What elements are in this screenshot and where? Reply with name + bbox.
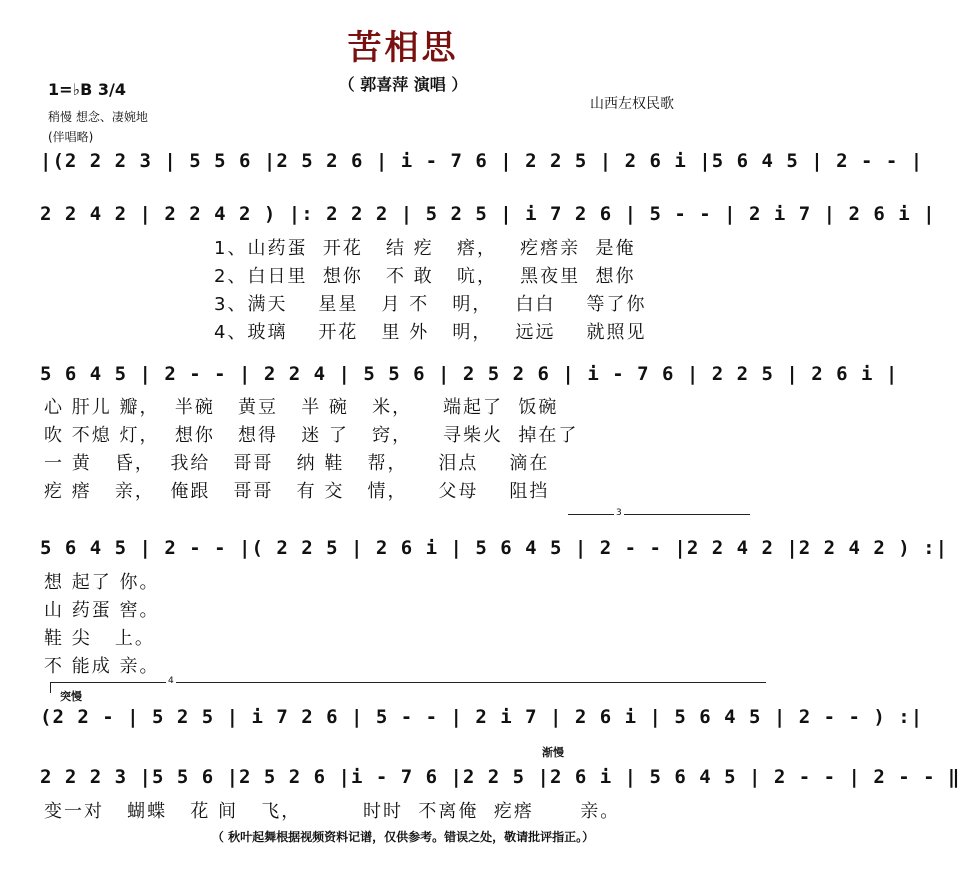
verse-2-line-a: 2、白日里 想你 不 敢 吭， 黑夜里 想你 xyxy=(214,266,636,287)
key-signature: 1=♭B 3/4 xyxy=(48,80,126,99)
final-lyric-line: 变一对 蝴蝶 花 间 飞， 时时 不离俺 疙瘩 亲。 xyxy=(44,801,621,822)
verse-1-line-b: 心 肝儿 瓣， 半碗 黄豆 半 碗 米， 端起了 饭碗 xyxy=(44,397,559,418)
verse-3-line-a: 3、满天 星星 月 不 明， 白白 等了你 xyxy=(214,294,647,315)
singer-credit: （ 郭喜萍 演唱 ） xyxy=(338,75,468,94)
song-origin: 山西左权民歌 xyxy=(590,96,674,112)
notation-row-1: |(2 2 2 3 | 5 5 6 |2 5 2 6 | i - 7 6 | 2 2 5 | 2 6 i |5 6 4 5 | 2 - - | xyxy=(40,150,924,172)
volta-bracket-4 xyxy=(50,682,766,693)
verse-1-line-a: 1、山药蛋 开花 结 疙 瘩， 疙瘩亲 是俺 xyxy=(214,238,636,259)
verse-4-line-c: 不 能成 亲。 xyxy=(44,656,160,677)
volta-bracket-3 xyxy=(568,514,750,525)
verse-4-line-b: 疙 瘩 亲， 俺跟 哥哥 有 交 情， 父母 阻挡 xyxy=(44,481,550,502)
accompaniment-note: (伴唱略) xyxy=(48,130,94,144)
verse-3-line-c: 鞋 尖 上。 xyxy=(44,628,155,649)
verse-4-line-a: 4、玻璃 开花 里 外 明， 远远 就照见 xyxy=(214,322,647,343)
notation-row-4: 5 6 4 5 | 2 - - |( 2 2 5 | 2 6 i | 5 6 4 5 | 2 - - |2 2 4 2 |2 2 4 2 ) :| xyxy=(40,537,949,559)
verse-2-line-b: 吹 不熄 灯， 想你 想得 迷 了 窍， 寻柴火 掉在了 xyxy=(44,425,579,446)
transcription-footnote: （ 秋叶起舞根据视频资料记谱，仅供参考。错误之处，敬请批评指正。） xyxy=(211,830,595,844)
verse-2-line-c: 山 药蛋 窖。 xyxy=(44,600,160,621)
volta-number-4: 4 xyxy=(168,676,174,686)
notation-row-6: 2 2 2 3 |5 5 6 |2 5 2 6 |i - 7 6 |2 2 5 |2 6 i | 5 6 4 5 | 2 - - | 2 - - ‖ xyxy=(40,766,960,788)
tempo-marking: 稍慢 想念、凄婉地 xyxy=(48,110,148,124)
sudden-slow-marking: 突慢 xyxy=(60,690,82,703)
verse-1-line-c: 想 起了 你。 xyxy=(44,572,160,593)
gradual-slow-marking: 渐慢 xyxy=(542,746,564,759)
volta-number-3: 3 xyxy=(616,508,622,518)
notation-row-3: 5 6 4 5 | 2 - - | 2 2 4 | 5 5 6 | 2 5 2 6 | i - 7 6 | 2 2 5 | 2 6 i | xyxy=(40,363,899,385)
verse-3-line-b: 一 黄 昏， 我给 哥哥 纳 鞋 帮， 泪点 滴在 xyxy=(44,453,550,474)
notation-row-2: 2 2 4 2 | 2 2 4 2 ) |: 2 2 2 | 5 2 5 | i 7 2 6 | 5 - - | 2 i 7 | 2 6 i | xyxy=(40,203,936,225)
notation-row-5: (2 2 - | 5 2 5 | i 7 2 6 | 5 - - | 2 i 7 | 2 6 i | 5 6 4 5 | 2 - - ) :| xyxy=(40,706,924,728)
song-title: 苦相思 xyxy=(347,28,459,68)
